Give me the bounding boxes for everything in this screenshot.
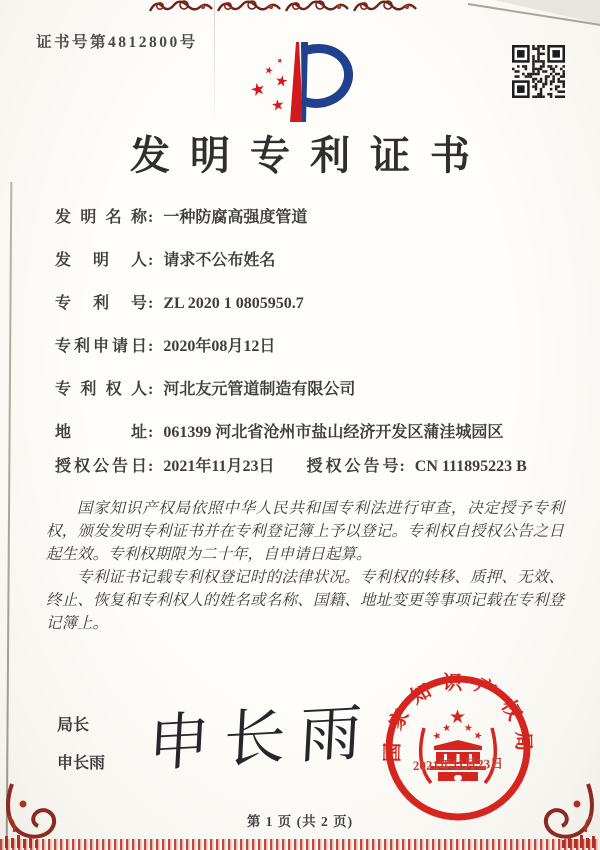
field-label: 专利申请日 bbox=[55, 338, 147, 355]
field-label: 发明人 bbox=[55, 252, 147, 269]
legal-paragraph-2: 专利证书记载专利权登记时的法律状况。专利权的转移、质押、无效、终止、恢复和专利权人的姓名或名称、国籍、地址变更等事项记载在专利登记簿上。 bbox=[46, 569, 564, 632]
field-value: 河北友元管道制造有限公司 bbox=[163, 381, 356, 398]
star-icon: ★ bbox=[275, 55, 285, 66]
field-value: 2020年08月12日 bbox=[163, 338, 276, 355]
logo-red-wedge bbox=[290, 42, 303, 122]
field-value: 2021年11月23日 bbox=[163, 458, 275, 475]
field-label: 地址 bbox=[55, 424, 147, 441]
logo-blue-bowl bbox=[306, 49, 349, 104]
field-colon: : bbox=[148, 424, 154, 441]
legal-paragraph-1: 国家知识产权局依照中华人民共和国专利法进行审查，决定授予专利权，颁发发明专利证书并在专利登记簿上予以登记。专利权自授权公告之日起生效。专利权期限为二十年，自申请日起算。 bbox=[46, 500, 564, 563]
signer-title: 局长 bbox=[57, 717, 90, 734]
field-colon: : bbox=[148, 458, 154, 475]
signer-name: 申长雨 bbox=[57, 755, 106, 772]
bottom-fringe-ornament bbox=[0, 839, 600, 850]
corner-ornament-right-icon bbox=[534, 776, 598, 848]
field-label: 授权公告号 bbox=[306, 458, 399, 475]
corner-ornament-left-icon bbox=[2, 776, 66, 848]
legal-text bbox=[46, 497, 564, 635]
cnipa-logo-icon bbox=[240, 36, 360, 128]
field-colon: : bbox=[148, 209, 154, 226]
page-number: 第 1 页 (共 2 页) bbox=[246, 814, 354, 829]
official-seal bbox=[378, 670, 538, 830]
seal-graphic bbox=[378, 670, 538, 830]
field-row-address bbox=[55, 424, 582, 442]
field-value: CN 111895223 B bbox=[414, 458, 527, 475]
star-icon: ★ bbox=[441, 722, 452, 735]
certificate-title: 发明专利证书 bbox=[130, 133, 490, 178]
field-colon: : bbox=[399, 458, 405, 475]
field-value: 请求不公布姓名 bbox=[163, 252, 276, 269]
field-row-inventor bbox=[55, 252, 582, 270]
field-colon: : bbox=[148, 295, 154, 312]
field-label: 专利号 bbox=[55, 295, 147, 312]
star-icon: ★ bbox=[449, 707, 467, 728]
star-icon: ★ bbox=[431, 730, 443, 744]
field-value: ZL 2020 1 0805950.7 bbox=[163, 295, 304, 312]
field-value: 一种防腐高强度管道 bbox=[163, 209, 308, 226]
field-label: 专利权人 bbox=[55, 381, 147, 398]
field-row-grant-date-and-number bbox=[55, 458, 582, 476]
seal-org-text: 国家知识产权局 bbox=[382, 673, 534, 763]
star-icon: ★ bbox=[472, 729, 484, 743]
signature-block bbox=[57, 712, 105, 773]
field-colon: : bbox=[148, 381, 154, 398]
star-icon: ★ bbox=[270, 97, 286, 115]
paper-crease bbox=[214, 0, 215, 130]
field-value: 061399 河北省沧州市盐山经济开发区蒲洼城园区 bbox=[163, 424, 504, 441]
field-label: 授权公告日 bbox=[55, 458, 147, 475]
field-row-invention-name bbox=[55, 209, 582, 227]
field-row-patent-number bbox=[55, 295, 582, 313]
star-icon: ★ bbox=[273, 72, 290, 91]
star-icon: ★ bbox=[248, 78, 268, 101]
seal-date: 2021年11月23日 bbox=[412, 755, 504, 774]
field-colon: : bbox=[148, 338, 154, 355]
director-autograph: 申长雨 bbox=[146, 698, 378, 780]
star-icon: ★ bbox=[263, 64, 275, 78]
qr-code bbox=[512, 45, 565, 98]
field-colon: : bbox=[148, 252, 154, 269]
paper-edge-left bbox=[6, 182, 12, 850]
field-row-filing-date bbox=[55, 338, 582, 356]
top-border-ornament-icon bbox=[148, 0, 423, 16]
star-icon: ★ bbox=[463, 722, 474, 735]
certificate-fields bbox=[55, 209, 582, 501]
field-label: 发明名称 bbox=[55, 209, 147, 226]
field-row-patentee bbox=[55, 381, 582, 399]
certificate-number: 证书号第4812800号 bbox=[36, 34, 198, 51]
